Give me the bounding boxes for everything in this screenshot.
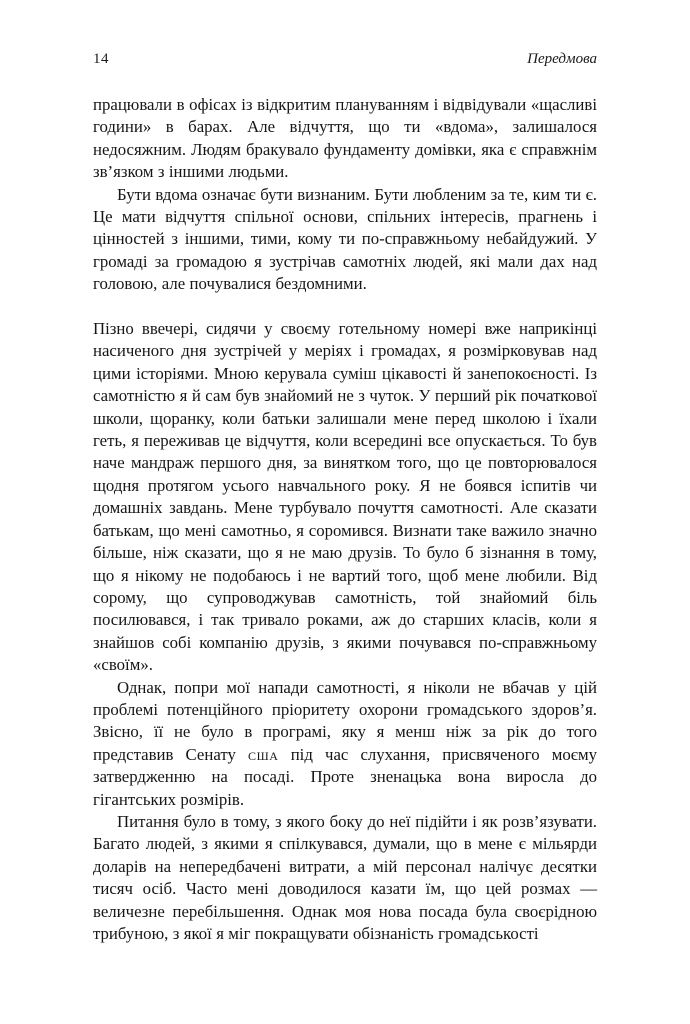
paragraph: Бути вдома означає бути визнаним. Бути любленим за те, ким ти є. Це мати відчуття спільної основи, спільних інтересів, прагнень і цінностей з іншими, тими, кому ти по-справжньому небайдужий. У громаді за громадою я зустрічав самотніх людей, які мали дах над головою, але почувалися бездомними.	[93, 184, 597, 294]
body-text	[93, 94, 597, 945]
running-header	[93, 50, 597, 68]
paragraph-section-start: Пізно ввечері, сидячи у своєму готельному номері вже наприкінці насиченого дня зустрічей у меріях і громадах, я розмірковував над цими історіями. Мною керувала суміш цікавості й занепокоєності. Із самотністю я й сам був знайомий не з чуток. У перший рік початкової школи, щоранку, коли батьки залишали мене перед школою і їхали геть, я переживав це відчуття, коли всередині все опускається. То був наче мандраж першого дня, за винятком того, що це повторювалося щодня протягом усього навчального року. Я не боявся іспитів чи домашніх завдань. Мене турбувало почуття самотності. Але сказати батькам, що мені самотньо, я соромився. Визнати таке важило значно більше, ніж сказати, що я не маю друзів. То було б зізнання в тому, що я нікому не подобаюсь і не вартий того, щоб мене любили. Від сорому, що супроводжував самотність, той знайомий біль посилювався, і так тривало роками, аж до старших класів, коли я знайшов собі компанію друзів, з якими почувався по-справжньому «своїм».	[93, 319, 597, 675]
smallcaps-acronym: сша	[248, 744, 279, 764]
paragraph-text-post: під час слухання, присвяченого моєму затвердженню на посаді. Проте зненацька вона виросла до гігантських розмірів.	[93, 744, 597, 809]
page-number: 14	[93, 51, 109, 67]
paragraph	[93, 677, 597, 811]
paragraph-continuation: працювали в офісах із відкритим плануванням і відвідували «щасливі години» в барах. Але відчуття, що ти «вдома», залишалося недосяжним. Людям бракувало фундаменту домівки, яка є справжнім зв’язком з іншими людьми.	[93, 95, 597, 182]
section-break	[93, 296, 597, 318]
running-head-title: Передмова	[527, 51, 597, 67]
paragraph-text-pre: Однак, попри мої напади самотності, я ніколи не вбачав у цій проблемі потенційного пріоритету охорони громадського здоров’я. Звісно, її не було в програмі, яку я менш ніж за рік до того представив Сенату	[93, 677, 597, 764]
paragraph: Питання було в тому, з якого боку до неї підійти і як розв’язувати. Багато людей, з якими я спілкувався, думали, що в мене є мільярди доларів на непередбачені витрати, а мій персонал налічує десятки тисяч осіб. Часто мені доводилося казати їм, що цей розмах — величезне перебільшення. Однак моя нова посада була своєрідною трибуною, з якої я міг покращувати обізнаність громадськості	[93, 811, 597, 944]
